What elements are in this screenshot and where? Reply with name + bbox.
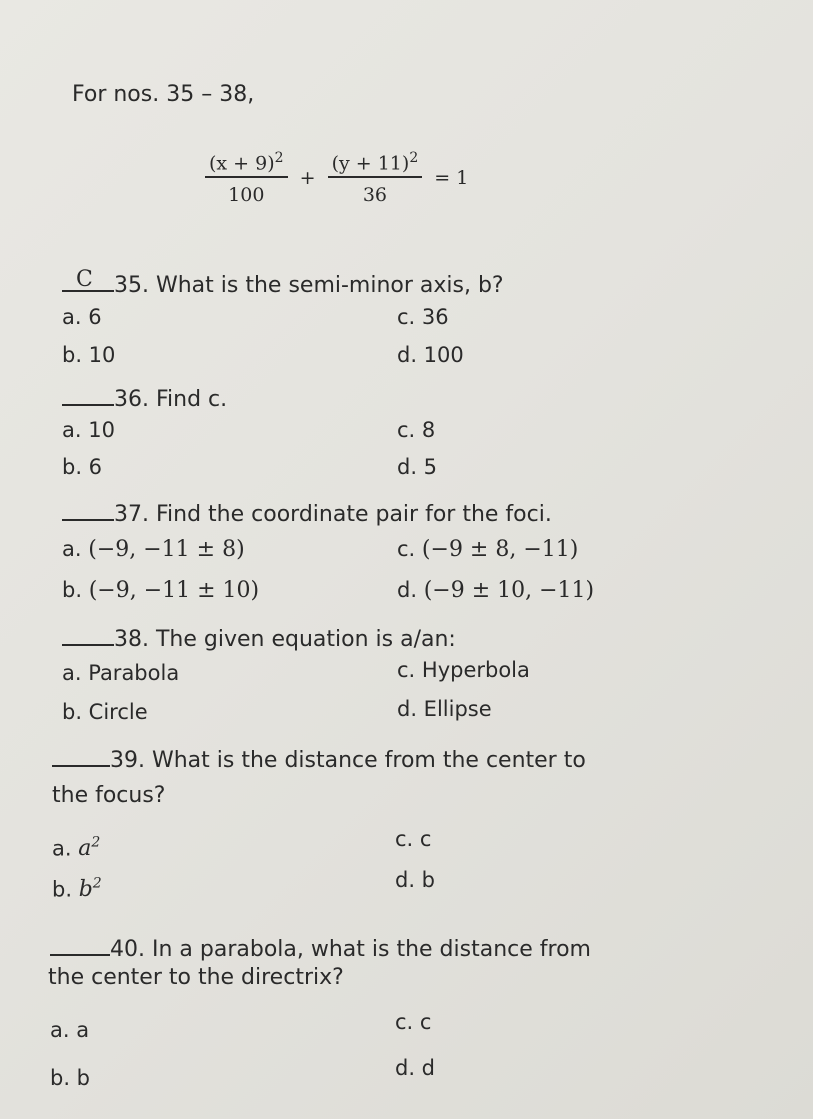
option-37-c-value: (−9 ± 8, −11) (421, 537, 579, 562)
option-35-c: c. 36 (397, 305, 449, 329)
option-37-b (62, 578, 259, 603)
answer-blank-35[interactable] (62, 268, 114, 292)
term1-numerator: (x + 9) (209, 152, 275, 175)
option-38-b: b. Circle (62, 700, 148, 724)
option-36-d: d. 5 (397, 455, 438, 479)
question-39 (52, 735, 586, 773)
option-37-a (62, 537, 245, 562)
question-38-text: 38. The given equation is a/an: (114, 627, 456, 652)
question-36-text: 36. Find c. (114, 387, 228, 412)
answer-blank-36[interactable] (62, 382, 114, 406)
option-39-c: c. c (395, 827, 432, 851)
question-40 (50, 918, 591, 962)
option-39-a-value: $a^2$ (78, 835, 101, 862)
option-36-b: b. 6 (62, 455, 103, 479)
option-40-c: c. c (395, 1010, 432, 1034)
option-39-a (52, 835, 100, 861)
equals-one: = 1 (434, 167, 469, 190)
answer-35: C (76, 267, 93, 292)
question-40-text: 40. In a parabola, what is the distance from (110, 937, 591, 962)
question-37-text: 37. Find the coordinate pair for the foci. (114, 502, 552, 527)
option-37-a-value: (−9, −11 ± 8) (88, 537, 245, 562)
option-37-c-letter: c. (397, 537, 416, 561)
option-37-d-letter: d. (397, 578, 418, 602)
term2-denominator: 36 (328, 176, 423, 206)
option-37-c (397, 537, 578, 562)
option-37-d (397, 578, 594, 603)
option-35-d: d. 100 (397, 343, 464, 367)
option-39-d: d. b (395, 868, 436, 892)
option-37-b-letter: b. (62, 578, 83, 602)
option-39-b-value: $b^2$ (78, 876, 102, 903)
fraction-y (328, 150, 423, 206)
answer-blank-38[interactable] (62, 622, 114, 646)
ellipse-equation (205, 150, 474, 206)
question-39-text: 39. What is the distance from the center to (110, 748, 586, 773)
term1-denominator: 100 (205, 176, 288, 206)
answer-blank-37[interactable] (62, 497, 114, 521)
option-39-b-letter: b. (52, 877, 73, 902)
option-37-d-value: (−9 ± 10, −11) (423, 578, 595, 603)
option-36-a: a. 10 (62, 418, 115, 442)
option-35-b: b. 10 (62, 343, 116, 367)
option-37-a-letter: a. (62, 537, 82, 561)
answer-blank-40[interactable] (50, 918, 110, 956)
question-35 (62, 268, 504, 298)
term2-exponent: 2 (409, 150, 419, 166)
plus-sign: + (299, 167, 316, 190)
term2-numerator: (y + 11) (331, 152, 410, 175)
option-37-b-value: (−9, −11 ± 10) (88, 578, 260, 603)
option-38-a: a. Parabola (62, 661, 180, 685)
option-39-a-letter: a. (52, 836, 72, 861)
option-40-a: a. a (50, 1018, 90, 1042)
option-38-c: c. Hyperbola (397, 658, 530, 682)
option-35-a: a. 6 (62, 305, 102, 329)
question-40-continued: the center to the directrix? (48, 965, 344, 990)
question-37 (62, 497, 552, 527)
instruction-text: For nos. 35 – 38, (72, 82, 255, 107)
question-36 (62, 382, 227, 412)
question-39-continued: the focus? (52, 783, 166, 808)
option-39-b (52, 876, 102, 902)
answer-blank-39[interactable] (52, 735, 110, 767)
question-35-text: 35. What is the semi-minor axis, b? (114, 273, 504, 298)
term1-exponent: 2 (274, 150, 284, 166)
fraction-x (205, 150, 288, 206)
option-38-d: d. Ellipse (397, 697, 492, 721)
question-38 (62, 622, 456, 652)
option-36-c: c. 8 (397, 418, 436, 442)
option-40-d: d. d (395, 1056, 436, 1080)
option-40-b: b. b (50, 1066, 91, 1090)
